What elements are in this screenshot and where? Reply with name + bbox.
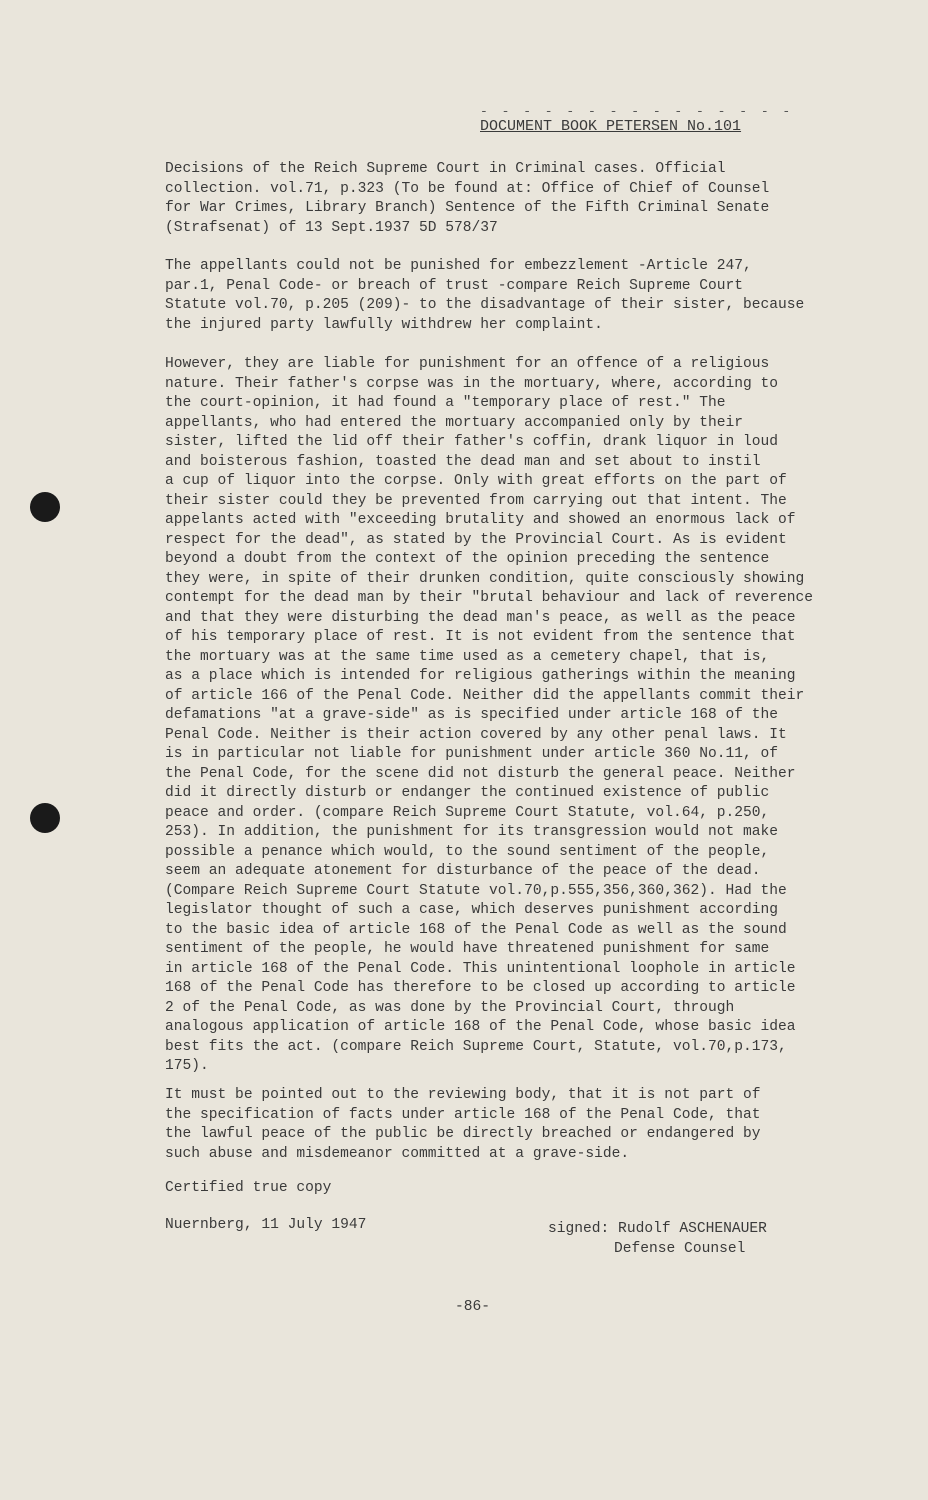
text-line: the Penal Code, for the scene did not disturb the general peace. Neither xyxy=(165,765,796,782)
text-line: appellants, who had entered the mortuary accompanied only by their xyxy=(165,414,744,431)
text-line: nature. Their father's corpse was in the mortuary, where, according to xyxy=(165,375,779,392)
certified-copy-label: Certified true copy xyxy=(165,1180,332,1196)
text-line: and boisterous fashion, toasted the dead man and set about to instil xyxy=(165,453,761,470)
text-line: defamations "at a grave-side" as is specified under article 168 of the xyxy=(165,707,779,723)
text-line: beyond a doubt from the context of the opinion preceding the sentence xyxy=(165,551,770,567)
text-line: of his temporary place of rest. It is not evident from the sentence that xyxy=(165,629,796,645)
text-line: in article 168 of the Penal Code. This unintentional loophole in article xyxy=(165,960,796,977)
text-line: par.1, Penal Code- or breach of trust -compare Reich Supreme Court xyxy=(165,277,744,294)
text-line: It must be pointed out to the reviewing body, that it is not part of xyxy=(165,1087,761,1103)
punch-hole-top xyxy=(30,492,60,522)
text-line: peace and order. (compare Reich Supreme Court Statute, vol.64, p.250, xyxy=(165,804,770,821)
signature-line: signed: Rudolf ASCHENAUER xyxy=(548,1221,767,1237)
text-line: to the basic idea of article 168 of the Penal Code as well as the sound xyxy=(165,921,787,938)
text-line: their sister could they be prevented from carrying out that intent. The xyxy=(165,492,787,509)
text-line: Statute vol.70, p.205 (209)- to the disadvantage of their sister, because xyxy=(165,297,805,313)
text-line: The appellants could not be punished for embezzlement -Article 247, xyxy=(165,258,752,274)
text-line: sentiment of the people, he would have threatened punishment for same xyxy=(165,941,770,957)
text-line: is in particular not liable for punishment under article 360 No.11, of xyxy=(165,746,779,762)
paragraph-religious-offence xyxy=(165,355,865,1077)
text-line: However, they are liable for punishment for an offence of a religious xyxy=(165,356,770,372)
page-number: -86- xyxy=(455,1299,491,1315)
text-line: such abuse and misdemeanor committed at a grave-side. xyxy=(165,1145,630,1162)
text-line: best fits the act. (compare Reich Supreme Court, Statute, vol.70,p.173, xyxy=(165,1038,787,1055)
text-line: the lawful peace of the public be directly breached or endangered by xyxy=(165,1126,761,1142)
text-line: 168 of the Penal Code has therefore to be closed up according to article xyxy=(165,980,796,996)
paragraph-reviewing-body xyxy=(165,1086,865,1164)
text-line: legislator thought of such a case, which deserves punishment according xyxy=(165,902,779,918)
text-line: analogous application of article 168 of the Penal Code, whose basic idea xyxy=(165,1019,796,1035)
document-book-title: DOCUMENT BOOK PETERSEN No.101 xyxy=(480,118,742,135)
text-line: the court-opinion, it had found a "temporary place of rest." The xyxy=(165,395,726,411)
text-line: 2 of the Penal Code, as was done by the Provincial Court, through xyxy=(165,999,735,1016)
text-line: did it directly disturb or endanger the continued existence of public xyxy=(165,785,770,801)
text-line: possible a penance which would, to the sound sentiment of the people, xyxy=(165,843,770,860)
text-line: of article 166 of the Penal Code. Neither did the appellants commit their xyxy=(165,687,805,704)
text-line: and that they were disturbing the dead man's peace, as well as the peace xyxy=(165,609,796,626)
text-line: they were, in spite of their drunken condition, quite consciously showing xyxy=(165,570,805,587)
text-line: (Compare Reich Supreme Court Statute vol.70,p.555,356,360,362). Had the xyxy=(165,882,787,899)
text-line: seem an adequate atonement for disturbance of the peace of the dead. xyxy=(165,863,761,879)
punch-hole-bottom xyxy=(30,803,60,833)
paragraph-embezzlement xyxy=(165,257,865,335)
text-line: Penal Code. Neither is their action covered by any other penal laws. It xyxy=(165,726,787,743)
text-line: appelants acted with "exceeding brutality and showed an enormous lack of xyxy=(165,512,796,528)
header-dashes: - - - - - - - - - - - - - - - xyxy=(480,104,794,119)
paragraph-citation xyxy=(165,160,865,238)
text-line: the mortuary was at the same time used as a cemetery chapel, that is, xyxy=(165,648,770,665)
text-line: collection. vol.71, p.323 (To be found at: Office of Chief of Counsel xyxy=(165,180,770,197)
signer-role: Defense Counsel xyxy=(614,1241,746,1257)
text-line: sister, lifted the lid off their father's coffin, drank liquor in loud xyxy=(165,434,779,450)
text-line: respect for the dead", as stated by the Provincial Court. As is evident xyxy=(165,531,787,548)
text-line: as a place which is intended for religious gatherings within the meaning xyxy=(165,668,796,684)
place-and-date: Nuernberg, 11 July 1947 xyxy=(165,1217,367,1233)
text-line: the specification of facts under article 168 of the Penal Code, that xyxy=(165,1106,761,1123)
text-line: contempt for the dead man by their "brutal behaviour and lack of reverence xyxy=(165,590,814,606)
text-line: Decisions of the Reich Supreme Court in Criminal cases. Official xyxy=(165,161,726,177)
text-line: for War Crimes, Library Branch) Sentence of the Fifth Criminal Senate xyxy=(165,200,770,216)
text-line: (Strafsenat) of 13 Sept.1937 5D 578/37 xyxy=(165,219,498,236)
text-line: 253). In addition, the punishment for its transgression would not make xyxy=(165,824,779,840)
text-line: the injured party lawfully withdrew her complaint. xyxy=(165,316,603,333)
text-line: 175). xyxy=(165,1058,209,1074)
text-line: a cup of liquor into the corpse. Only with great efforts on the part of xyxy=(165,473,787,489)
